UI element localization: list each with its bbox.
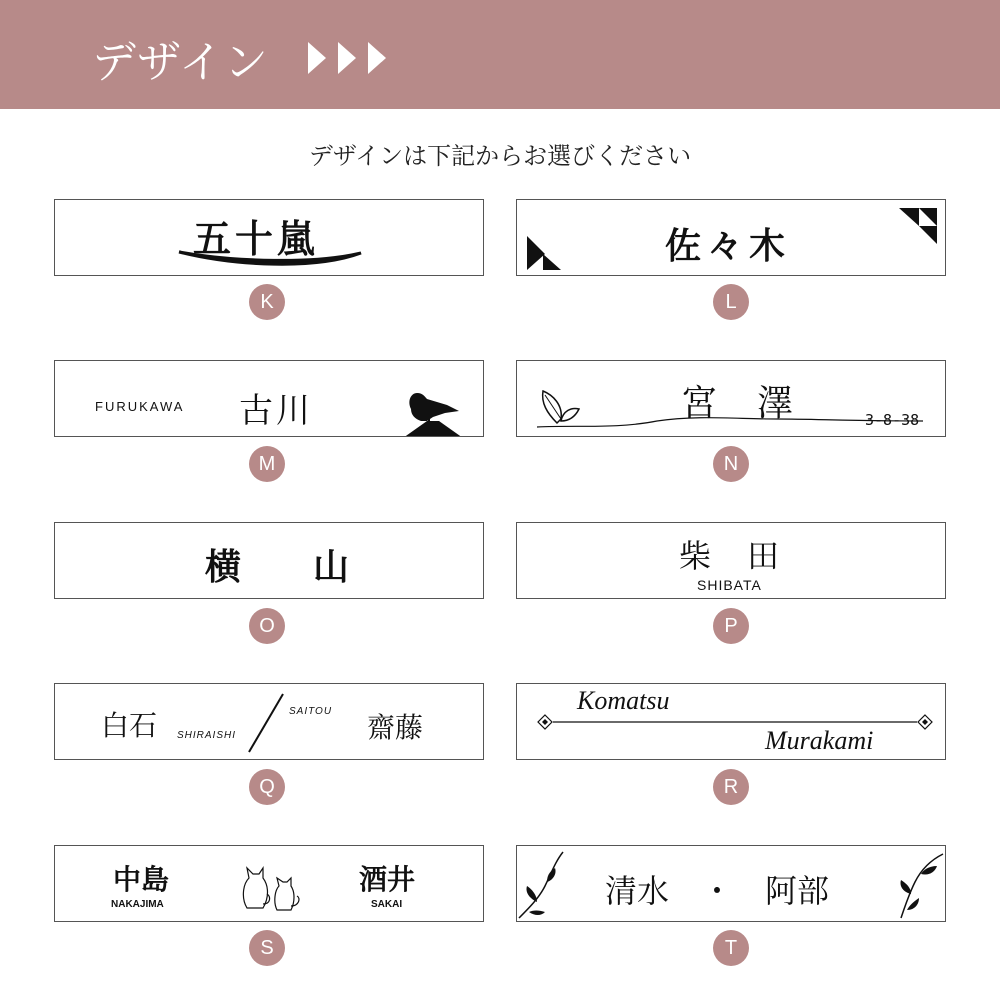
plate-name-right: 酒井	[359, 863, 416, 896]
plate-romaji-left: SHIRAISHI	[177, 730, 237, 741]
plate-name-left: 中島	[113, 863, 170, 896]
nameplate-n[interactable]	[516, 360, 946, 437]
badge-o[interactable]: O	[249, 608, 285, 644]
plate-address: 3-8-38	[865, 411, 920, 429]
plate-name: 清水 ・ 阿部	[605, 872, 830, 910]
plate-romaji: FURUKAWA	[95, 399, 185, 414]
nameplate-t[interactable]	[516, 845, 946, 922]
plate-name: 柴 田	[679, 537, 782, 575]
nameplate-l[interactable]	[516, 199, 946, 276]
nameplate-o[interactable]	[54, 522, 484, 599]
triple-arrow-icon	[306, 40, 390, 76]
badge-q[interactable]: Q	[249, 769, 285, 805]
badge-m[interactable]: M	[249, 446, 285, 482]
plate-name-bottom: Murakami	[765, 726, 874, 755]
nameplate-k[interactable]	[54, 199, 484, 276]
badge-s[interactable]: S	[249, 930, 285, 966]
badge-r[interactable]: R	[713, 769, 749, 805]
badge-l[interactable]: L	[713, 284, 749, 320]
plate-name: 五十嵐	[193, 216, 320, 261]
nameplate-r[interactable]	[516, 683, 946, 760]
header-banner	[0, 0, 1000, 109]
plate-romaji-right: SAITOU	[289, 706, 333, 717]
plate-name-left: 白石	[101, 709, 158, 742]
badge-k[interactable]: K	[249, 284, 285, 320]
plate-name: 佐々木	[665, 225, 792, 267]
badge-t[interactable]: T	[713, 930, 749, 966]
nameplate-p[interactable]	[516, 522, 946, 599]
plate-name-top: Komatsu	[577, 686, 670, 715]
plate-name-right: 齋藤	[367, 711, 424, 744]
nameplate-q[interactable]	[54, 683, 484, 760]
page-subtitle: デザインは下記からお選びください	[308, 142, 692, 170]
plate-name: 古川	[239, 391, 313, 431]
plate-name: 宮 澤	[681, 383, 796, 424]
plate-romaji: SHIBATA	[697, 577, 762, 593]
plate-romaji-right: SAKAI	[371, 899, 403, 910]
badge-n[interactable]: N	[713, 446, 749, 482]
badge-p[interactable]: P	[713, 608, 749, 644]
plate-name: 横 山	[205, 546, 350, 588]
header-title: デザイン	[92, 37, 269, 88]
nameplate-s[interactable]	[54, 845, 484, 922]
nameplate-m[interactable]	[54, 360, 484, 437]
plate-romaji-left: NAKAJIMA	[111, 899, 164, 910]
